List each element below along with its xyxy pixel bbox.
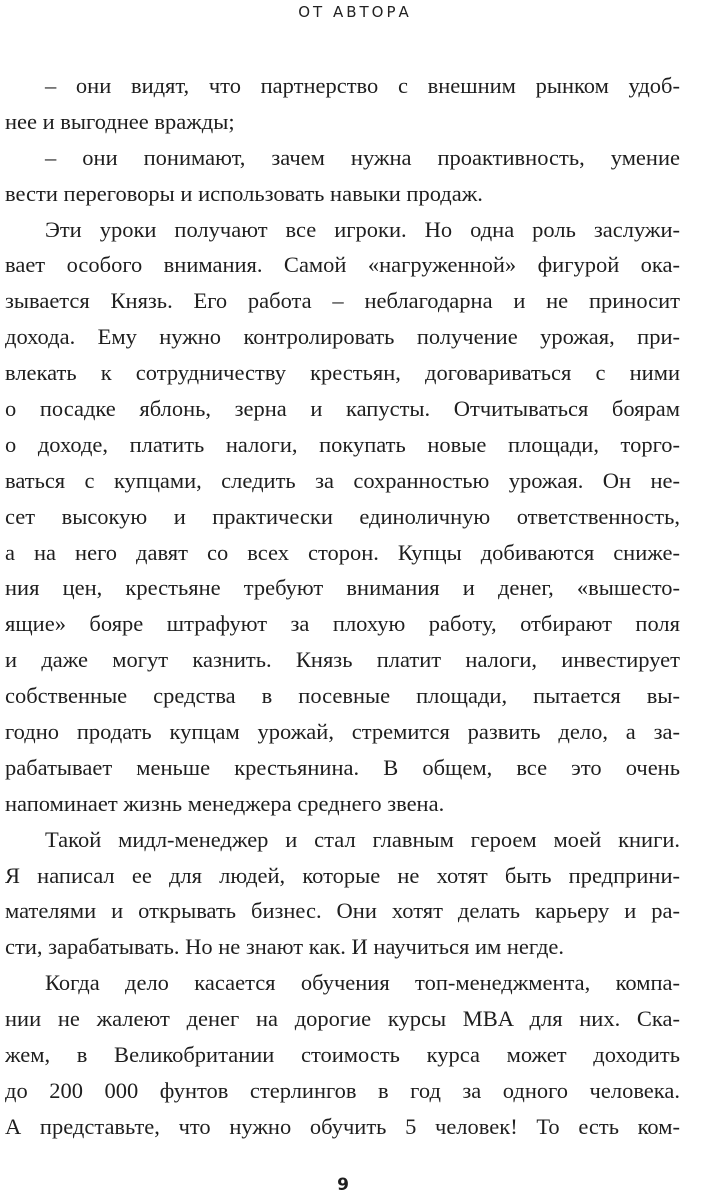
- text-line: ния цен, крестьяне требуют внимания и денег, «вышесто-: [5, 575, 680, 601]
- text-line: а на него давят со всех сторон. Купцы добиваются сниже-: [5, 539, 680, 565]
- text-line: дохода. Ему нужно контролировать получение урожая, при-: [5, 324, 680, 350]
- text-line: А представьте, что нужно обучить 5 человек! То есть ком-: [5, 1113, 680, 1139]
- text-line: рабатывает меньше крестьянина. В общем, все это очень: [5, 754, 680, 780]
- text-line: нии не жалеют денег на дорогие курсы MBA для них. Ска-: [5, 1006, 680, 1032]
- text-line: влекать к сотрудничеству крестьян, договариваться с ними: [5, 360, 680, 386]
- text-line: нее и выгоднее вражды;: [5, 108, 235, 134]
- text-line: мателями и открывать бизнес. Они хотят делать карьеру и ра-: [5, 898, 680, 924]
- text-line: напоминает жизнь менеджера среднего звена.: [5, 790, 445, 816]
- text-line: Эти уроки получают все игроки. Но одна роль заслужи-: [45, 216, 680, 242]
- text-line: жем, в Великобритании стоимость курса может доходить: [5, 1042, 680, 1068]
- text-line: Когда дело касается обучения топ-менеджмента, компа-: [45, 970, 680, 996]
- text-line: вести переговоры и использовать навыки продаж.: [5, 180, 483, 206]
- text-line: вает особого внимания. Самой «нагруженной» фигурой ока-: [5, 252, 680, 278]
- text-line: о доходе, платить налоги, покупать новые площади, торго-: [5, 431, 680, 457]
- text-line: – они видят, что партнерство с внешним рынком удоб-: [45, 73, 680, 98]
- text-line: сти, зарабатывать. Но не знают как. И научиться им негде.: [5, 934, 565, 960]
- text-line: собственные средства в посевные площади, пытается вы-: [5, 683, 680, 709]
- text-line: ящие» бояре штрафуют за плохую работу, отбирают поля: [5, 611, 680, 637]
- page-number: 9: [337, 1175, 349, 1195]
- text-line: и даже могут казнить. Князь платит налоги, инвестирует: [5, 647, 680, 673]
- text-line: сет высокую и практически единоличную ответственность,: [5, 503, 680, 529]
- text-line: Такой мидл-менеджер и стал главным героем моей книги.: [45, 826, 680, 852]
- text-line: зывается Князь. Его работа – неблагодарна и не приносит: [5, 288, 680, 314]
- text-line: до 200 000 фунтов стерлингов в год за одного человека.: [5, 1077, 680, 1103]
- text-line: ваться с купцами, следить за сохранностью урожая. Он не-: [5, 467, 680, 493]
- text-line: – они понимают, зачем нужна проактивность, умение: [45, 144, 680, 170]
- running-head: ОТ АВТОРА: [298, 3, 412, 21]
- text-line: о посадке яблонь, зерна и капусты. Отчитываться боярам: [5, 396, 680, 422]
- text-line: Я написал ее для людей, которые не хотят быть предприни-: [5, 862, 680, 888]
- text-line: годно продать купцам урожай, стремится развить дело, а за-: [5, 719, 680, 745]
- body-text: [5, 68, 680, 1145]
